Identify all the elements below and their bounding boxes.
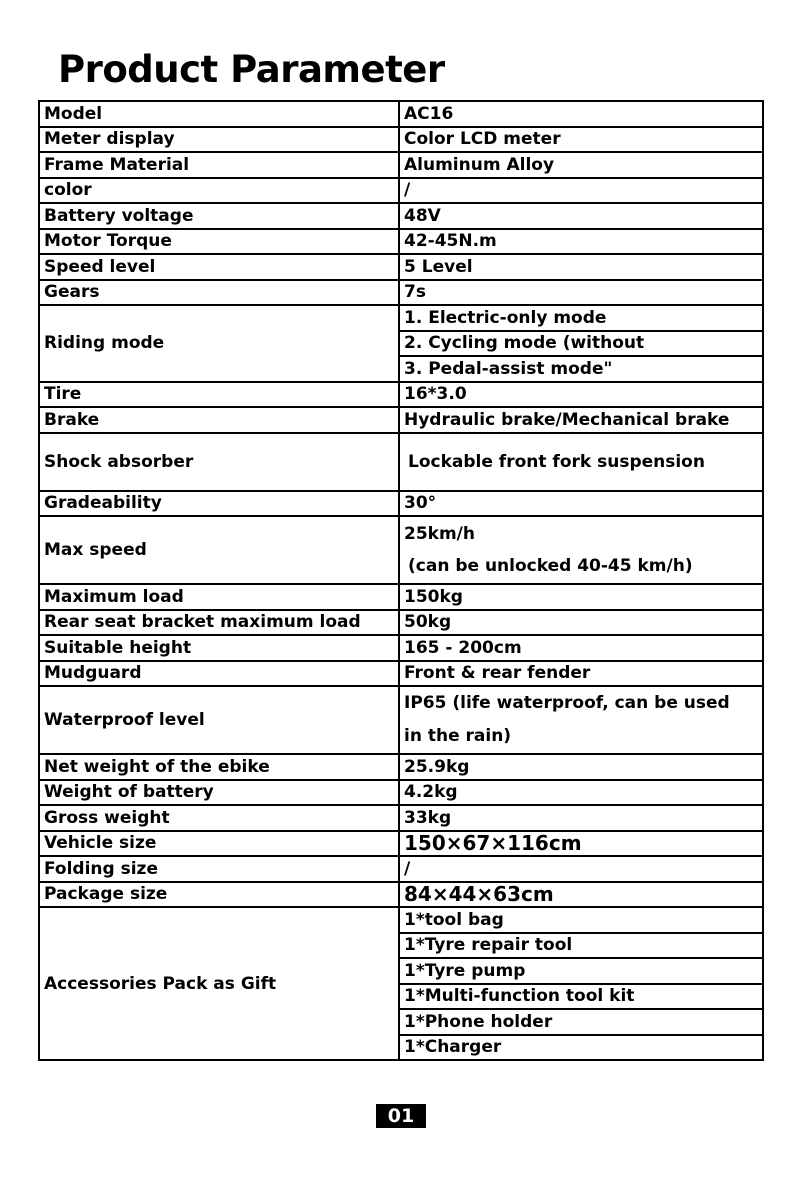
- table-row: [39, 516, 763, 584]
- param-value: 1*Tyre pump: [399, 958, 763, 984]
- param-value: 4.2kg: [399, 780, 763, 806]
- param-value: 1*Tyre repair tool: [399, 933, 763, 959]
- param-value: 1. Electric-only mode: [399, 305, 763, 331]
- param-label: Speed level: [39, 254, 399, 280]
- param-value: Front & rear fender: [399, 661, 763, 687]
- param-label: Battery voltage: [39, 203, 399, 229]
- param-value: 42-45N.m: [399, 229, 763, 255]
- param-value: 25.9kg: [399, 754, 763, 780]
- param-value: 165 - 200cm: [399, 635, 763, 661]
- param-value: Color LCD meter: [399, 127, 763, 153]
- table-row: [39, 101, 763, 127]
- table-row: [39, 661, 763, 687]
- param-label: Net weight of the ebike: [39, 754, 399, 780]
- table-row: [39, 152, 763, 178]
- param-value-cell: [399, 516, 763, 584]
- param-value: 3. Pedal-assist mode": [399, 356, 763, 382]
- table-row: [39, 280, 763, 306]
- param-value: Hydraulic brake/Mechanical brake: [399, 407, 763, 433]
- table-row: [39, 127, 763, 153]
- param-value: AC16: [399, 101, 763, 127]
- param-value: 7s: [399, 280, 763, 306]
- table-row: [39, 305, 763, 331]
- param-label: color: [39, 178, 399, 204]
- param-label: Shock absorber: [39, 433, 399, 491]
- param-label: Folding size: [39, 856, 399, 882]
- param-value: 1*tool bag: [399, 907, 763, 933]
- table-row: [39, 433, 763, 491]
- param-label: Rear seat bracket maximum load: [39, 610, 399, 636]
- table-row: [39, 856, 763, 882]
- param-label: Mudguard: [39, 661, 399, 687]
- param-value: 150kg: [399, 584, 763, 610]
- table-row: [39, 254, 763, 280]
- param-value: /: [399, 856, 763, 882]
- table-row: [39, 229, 763, 255]
- param-value: 30°: [399, 491, 763, 517]
- table-row: [39, 491, 763, 517]
- table-row: [39, 882, 763, 908]
- param-value: 5 Level: [399, 254, 763, 280]
- param-value: 1*Charger: [399, 1035, 763, 1061]
- param-value: IP65 (life waterproof, can be used: [404, 693, 730, 713]
- product-parameter-table: [38, 100, 764, 1061]
- param-label: Brake: [39, 407, 399, 433]
- param-value: 33kg: [399, 805, 763, 831]
- param-label: Model: [39, 101, 399, 127]
- param-value: 50kg: [399, 610, 763, 636]
- table-row: [39, 907, 763, 933]
- table-row: [39, 635, 763, 661]
- page-number: 01: [376, 1104, 426, 1128]
- table-row: [39, 754, 763, 780]
- param-value: in the rain): [404, 726, 512, 746]
- param-value: 1*Phone holder: [399, 1009, 763, 1035]
- table-row: [39, 584, 763, 610]
- param-label: Frame Material: [39, 152, 399, 178]
- param-label: Accessories Pack as Gift: [39, 907, 399, 1060]
- param-label: Package size: [39, 882, 399, 908]
- param-label: Maximum load: [39, 584, 399, 610]
- param-value: 150×67×116cm: [399, 831, 763, 857]
- param-label: Meter display: [39, 127, 399, 153]
- param-value: 2. Cycling mode (without: [399, 331, 763, 357]
- table-row: [39, 203, 763, 229]
- param-label: Gross weight: [39, 805, 399, 831]
- param-value: (can be unlocked 40-45 km/h): [408, 556, 693, 576]
- param-label: Suitable height: [39, 635, 399, 661]
- param-value: Aluminum Alloy: [399, 152, 763, 178]
- table-row: [39, 610, 763, 636]
- param-label: Vehicle size: [39, 831, 399, 857]
- page-title: Product Parameter: [58, 48, 445, 91]
- table-row: [39, 831, 763, 857]
- param-label: Gears: [39, 280, 399, 306]
- table-row: [39, 178, 763, 204]
- param-label: Waterproof level: [39, 686, 399, 754]
- param-label: Gradeability: [39, 491, 399, 517]
- table-row: [39, 686, 763, 754]
- param-label: Motor Torque: [39, 229, 399, 255]
- param-value: 48V: [399, 203, 763, 229]
- table-row: [39, 382, 763, 408]
- param-value: 25km/h: [404, 524, 475, 544]
- param-value: Lockable front fork suspension: [399, 433, 763, 491]
- table-row: [39, 805, 763, 831]
- param-value: /: [399, 178, 763, 204]
- param-value: 1*Multi-function tool kit: [399, 984, 763, 1010]
- param-label: Tire: [39, 382, 399, 408]
- param-label: Riding mode: [39, 305, 399, 382]
- param-value-cell: [399, 686, 763, 754]
- table-row: [39, 407, 763, 433]
- param-label: Max speed: [39, 516, 399, 584]
- table-row: [39, 780, 763, 806]
- param-label: Weight of battery: [39, 780, 399, 806]
- param-value: 84×44×63cm: [399, 882, 763, 908]
- param-value: 16*3.0: [399, 382, 763, 408]
